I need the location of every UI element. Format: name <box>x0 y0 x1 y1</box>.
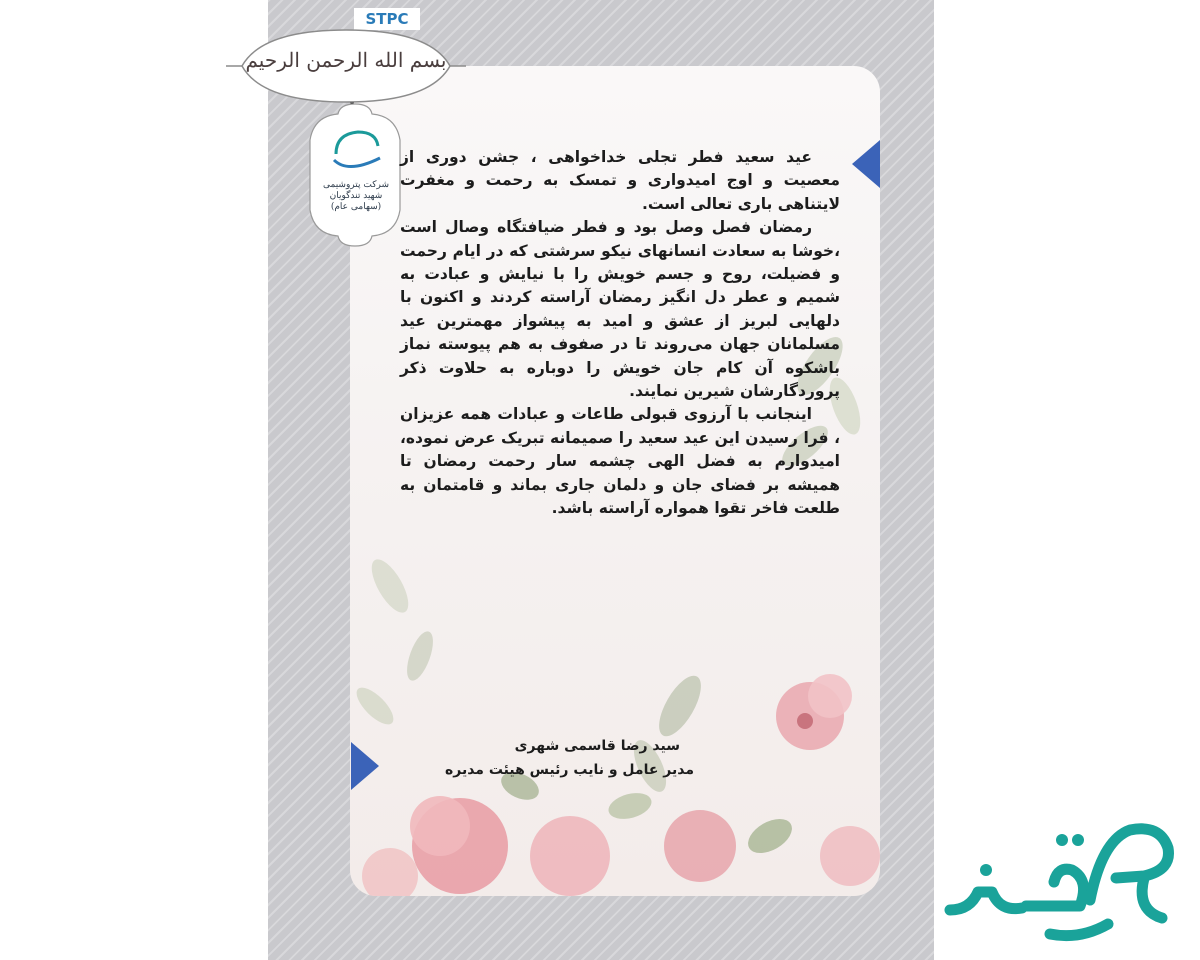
letter-paragraph: عید سعید فطر تجلی خداخواهی ، جشن دوری از معصیت و اوج امیدواری و تمسک به رحمت و مغفرت لایتناهی باری تعالی است. <box>400 148 840 213</box>
stpc-badge: STPC <box>354 8 420 30</box>
greeting-letter <box>400 146 840 521</box>
company-logo-text <box>318 180 394 213</box>
letter-paragraph: رمضان فصل وصل بود و فطر ضیافتگاه وصال است ،خوشا به سعادت انسانهای نیکو سرشتی که در ایام رحمت و فضیلت، روح و جسم خویش را با نیایش و عبادت به شمیم و عطر دل انگیز رمضان آراسته کردند و اکنون با دلهایی لبریز از عشق و امید به پیشواز مهمترین عید مسلمانان جهان می‌روند تا در صفوف به هم پیوسته نماز باشکوه آن کام جان خویش را دوباره به حلاوت ذکر پروردگارشان شیرین نمایند. <box>400 218 840 401</box>
signatory-title: مدیر عامل و نایب رئیس هیئت مدیره <box>444 762 694 778</box>
company-name: شرکت پتروشیمی شهید تندگویان <box>323 180 389 201</box>
company-subtitle: (سهامی عام) <box>330 202 382 212</box>
corner-triangle-right <box>852 140 880 188</box>
letter-paragraph: اینجانب با آرزوی قبولی طاعات و عبادات همه عزیزان ، فرا رسیدن این عید سعید را صمیمانه تبریک عرض نموده، امیدوارم به فضل الهی چشمه سار رحمت رمضان تا همیشه بر فضای جان و دلمان جاری بماند و قامتمان به طلعت فاخر تقوا همواره آراسته باشد. <box>400 405 840 518</box>
watermark-logo <box>930 800 1192 950</box>
bismillah-calligraphy: بسم الله الرحمن الرحیم <box>245 48 447 72</box>
signature-block <box>400 734 840 782</box>
company-logo-plaque <box>300 100 410 250</box>
signatory-name: سید رضا قاسمی شهری <box>514 738 680 754</box>
corner-triangle-left <box>351 742 379 790</box>
